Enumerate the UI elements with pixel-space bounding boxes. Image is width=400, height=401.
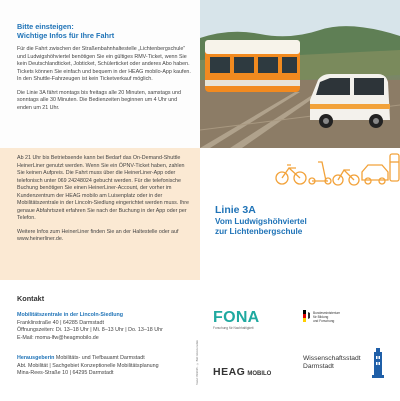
intro-heading (17, 22, 192, 40)
bmbf-line2: für Bildung (313, 315, 329, 319)
publisher-label: Herausgeberin (17, 355, 55, 361)
fona-subtitle: Forschung für Nachhaltigkeit (213, 326, 254, 330)
darmstadt-line1: Wissenschaftsstadt (303, 355, 361, 362)
bmbf-line3: und Forschung (313, 319, 335, 323)
route-subtitle-line1: Vom Ludwigshöhviertel (215, 217, 307, 226)
intro-panel (0, 0, 200, 148)
image-credit: Stand: 09/2025 · © Bild: HEAG mobilo (196, 339, 199, 385)
publisher-block (17, 355, 193, 378)
ondemand-panel (0, 148, 200, 280)
publisher-department: Abt. Mobilität | Sachgebiet Konzeptionelle Mobilitätsplanung (17, 362, 159, 369)
bus-icon (390, 154, 399, 181)
darmstadt-logo-text (303, 355, 361, 371)
mobility-center-address: Franklinstraße 40 | 64285 Darmstadt (17, 319, 104, 326)
bike-icon (276, 165, 306, 184)
intro-heading-line1: Bitte einsteigen: (17, 22, 74, 31)
mobility-center-block (17, 312, 193, 342)
bmbf-text (313, 311, 373, 323)
title-panel (200, 148, 400, 280)
scooter-icon (309, 162, 331, 184)
publisher-text: Mobilitäts- und Tiefbauamt Darmstadt (54, 355, 145, 361)
publisher-address: Mina-Rees-Straße 10 | 64295 Darmstadt (17, 370, 114, 376)
darmstadt-tower-icon (372, 348, 384, 378)
heag-mobilo-logo (213, 362, 271, 380)
fona-logo (213, 309, 260, 330)
mobility-center-name: Mobilitätszentrale in der Lincoln-Siedlung (17, 312, 123, 318)
bmbf-logo (303, 310, 383, 340)
flag-icon (303, 310, 311, 322)
route-subtitle (215, 217, 385, 237)
car-icon (362, 165, 388, 184)
mobility-center-email[interactable]: E-Mail: moma-lfw@heagmobilo.de (17, 334, 99, 341)
line-title: Linie 3A (215, 204, 256, 216)
darmstadt-line2: Darmstadt (303, 363, 334, 370)
mobility-icons (272, 148, 400, 188)
contact-title: Kontakt (17, 294, 45, 303)
publisher-line (17, 355, 193, 363)
heinerliner-paragraph: Ab 21 Uhr bis Betriebsende kann bei Bedarf das On-Demand-Shuttle HeinerLiner genutzt werden. Wenn Sie ein ÖPNV-Ticket haben, zahlen Sie keinen Aufpreis. Die Fahrt muss über die HeinerLiner-App oder telefonisch unter 069 24248024 gebucht werden. Für die telefonische Buchung benötigen Sie einen HeinerLiner-Account, der vorher im Kundenzentrum der HEAG mobilo am Luisenplatz oder in der Mobilitätszentrale in der Lincoln-Siedlung eingerichtet werden muss. Ihre genaue Abfahrtszeit erfahren Sie nach der Buchung in der App oder per Telefon. (17, 155, 189, 222)
photo-illustration (200, 0, 400, 148)
mobilo-wordmark: MOBILO (247, 371, 272, 377)
fona-wordmark: FONA (213, 309, 260, 326)
ticket-paragraph: Für die Fahrt zwischen der Straßenbahnhaltestelle „Lichtenbergschule“ und Ludwigshöhviertel benötigen Sie ein gültiges RMV-Ticket, wenn Sie kein Deutschlandticket, Jobticket, Schülerticket oder anderes Abo haben. Tickets können Sie einfach und bequem in der HEAG mobilo-App kaufen. In den Shuttle-Fahrzeugen ist kein Ticketverkauf möglich. (17, 46, 191, 83)
cargo-bike-icon (333, 170, 359, 185)
intro-heading-line2: Wichtige Infos für Ihre Fahrt (17, 31, 115, 40)
route-subtitle-line2: zur Lichtenbergschule (215, 227, 303, 236)
tram-shuttle-photo (200, 0, 400, 148)
mobility-center-hours: Öffnungszeiten: Di. 13–18 Uhr | Mi. 8–13 Uhr | Do. 13–18 Uhr (17, 327, 163, 333)
more-info-paragraph: Weitere Infos zum HeinerLiner finden Sie an der Haltestelle oder auf www.heinerliner.de. (17, 228, 179, 243)
heag-wordmark: HEAG (213, 366, 246, 378)
bmbf-line1: Bundesministerium (313, 311, 341, 315)
schedule-paragraph: Die Linie 3A fährt montags bis freitags alle 20 Minuten, samstags und sonntags alle 30 Minuten. Die Bedienzeiten beginnen um 4 Uhr und enden um 21 Uhr. (17, 89, 181, 111)
